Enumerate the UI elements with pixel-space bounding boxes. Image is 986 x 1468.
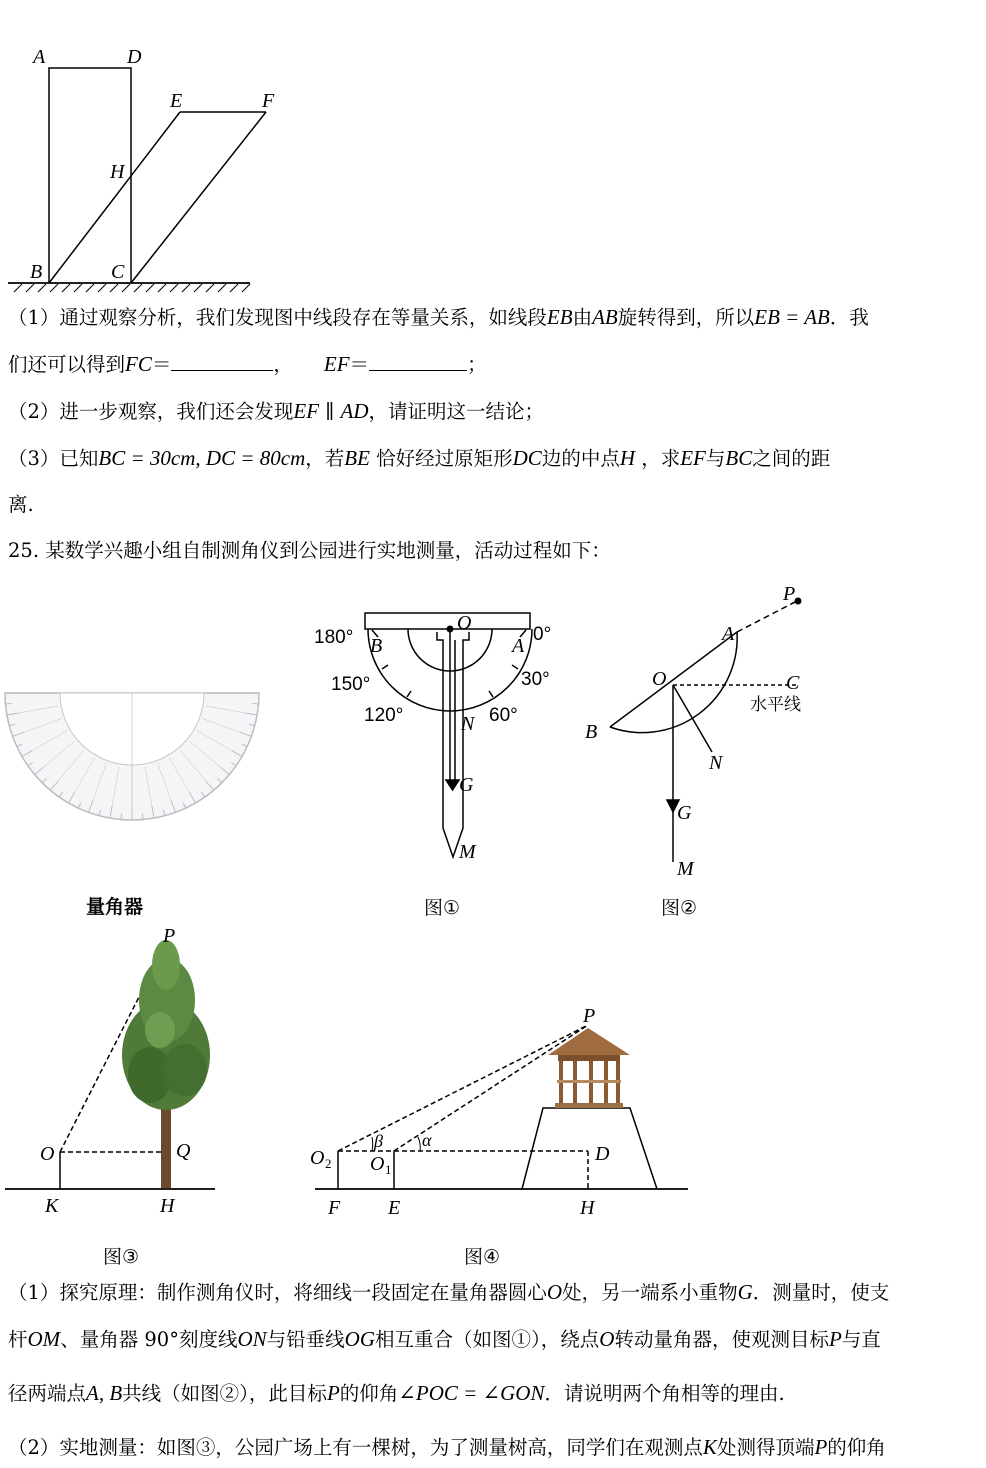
q25-heading: 25. 某数学兴趣小组自制测角仪到公园进行实地测量，活动过程如下： <box>8 539 611 562</box>
fig4-label-O1-sub: 1 <box>385 1162 392 1177</box>
fig2-label-C: C <box>786 672 800 694</box>
figure-rectangle-parallelogram <box>8 68 266 292</box>
fig4-label-O2-sub: 2 <box>325 1156 332 1171</box>
fig1-label-G: G <box>459 774 474 796</box>
caption-protractor: 量角器 <box>86 896 144 918</box>
fig2-label-O: O <box>652 668 667 690</box>
fig1-deg-0: 0° <box>533 624 552 645</box>
label-A: A <box>33 46 46 68</box>
fig3-label-H: H <box>160 1195 175 1217</box>
label-D: D <box>127 46 142 68</box>
protractor-tick <box>5 704 11 705</box>
protractor-tick <box>121 814 122 820</box>
label-H: H <box>110 161 125 183</box>
fig2-label-G: G <box>677 802 692 824</box>
fig3-label-O: O <box>40 1143 55 1165</box>
fig1-deg-180: 180° <box>314 627 354 648</box>
fig1-deg-120: 120° <box>364 705 404 726</box>
fig2-label-N: N <box>709 752 723 774</box>
fig1-label-A: A <box>512 635 525 657</box>
fig2-horizontal-label: 水平线 <box>750 695 801 714</box>
pavilion-icon <box>548 1028 630 1108</box>
fig4-label-F: F <box>328 1197 341 1219</box>
tree-icon <box>122 940 210 1110</box>
protractor-image <box>5 693 259 820</box>
fig4-label-H: H <box>580 1197 595 1219</box>
q3-line-2: 离. <box>8 493 34 516</box>
label-E: E <box>170 90 183 112</box>
figure-1-instrument <box>365 613 532 857</box>
answer-blank-fc[interactable] <box>171 352 273 371</box>
fig3-label-P: P <box>163 925 176 947</box>
q1-line-2: 们还可以得到FC＝ ， EF＝ ； <box>8 352 487 376</box>
caption-fig4: 图④ <box>464 1246 501 1268</box>
protractor-tick <box>143 814 144 820</box>
fig1-label-B: B <box>370 635 383 657</box>
protractor-tick <box>253 704 259 705</box>
fig4-label-D: D <box>595 1143 610 1165</box>
fig2-label-P: P <box>783 583 796 605</box>
fig1-label-O: O <box>457 612 472 634</box>
fig4-label-alpha: α <box>422 1130 432 1150</box>
fig1-deg-30: 30° <box>521 669 550 690</box>
q3-line-1: （3）已知BC = 30cm, DC = 80cm，若BE 恰好经过原矩形DC边的中点H ，求EF与BC之间的距 <box>8 446 831 470</box>
label-B: B <box>30 261 43 283</box>
q1-line-1: （1）通过观察分析，我们发现图中线段存在等量关系，如线段EB由AB旋转得到，所以EB = AB．我 <box>8 305 869 329</box>
figure-2-rotated <box>610 601 797 862</box>
p1-line-1: （1）探究原理：制作测角仪时，将细线一段固定在量角器圆心O处，另一端系小重物G．测量时，使支 <box>8 1280 890 1304</box>
fig4-label-O2: O <box>310 1147 325 1169</box>
fig2-label-B: B <box>585 721 598 743</box>
fig1-label-M: M <box>459 841 476 863</box>
caption-fig3: 图③ <box>103 1246 140 1268</box>
p1-line-2: 杆OM、量角器 90°刻度线ON与铅垂线OG相互重合（如图①），绕点O转动量角器，使观测目标P与直 <box>8 1327 881 1351</box>
p2-line-1: （2）实地测量：如图③，公园广场上有一棵树，为了测量树高，同学们在观测点K处测得顶端P的仰角 <box>8 1435 886 1459</box>
caption-fig2: 图② <box>661 897 698 919</box>
fig4-label-beta: β <box>374 1131 383 1151</box>
fig1-label-N: N <box>461 713 475 735</box>
fig4-label-E: E <box>388 1197 401 1219</box>
fig4-label-P: P <box>583 1005 596 1027</box>
answer-blank-ef[interactable] <box>369 352 467 371</box>
p1-line-3: 径两端点A, B共线（如图②），此目标P的仰角∠POC = ∠GON．请说明两个角相等的理由. <box>8 1381 785 1405</box>
q2-line: （2）进一步观察，我们还会发现EF ∥ AD，请证明这一结论； <box>8 399 545 423</box>
label-F: F <box>262 90 275 112</box>
fig2-label-M: M <box>677 858 694 880</box>
fig3-label-Q: Q <box>176 1140 191 1162</box>
caption-fig1: 图① <box>424 897 461 919</box>
fig4-label-O1: O <box>370 1153 385 1175</box>
label-C: C <box>111 261 125 283</box>
fig3-label-K: K <box>45 1195 59 1217</box>
fig2-label-A: A <box>722 623 735 645</box>
fig1-deg-150: 150° <box>331 674 371 695</box>
fig1-deg-60: 60° <box>489 705 518 726</box>
